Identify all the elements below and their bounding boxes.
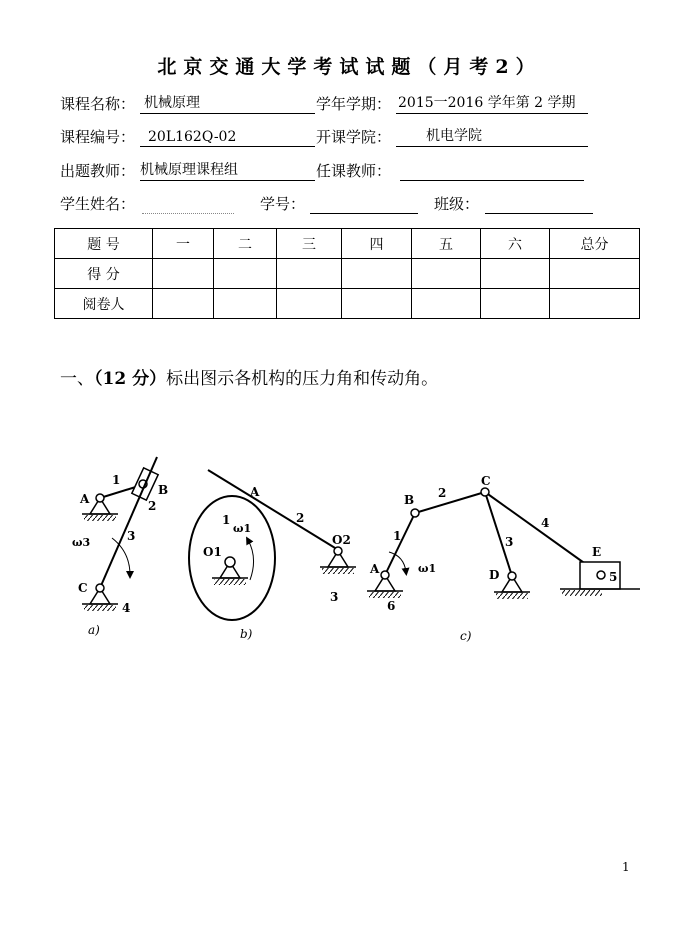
grader-cell[interactable]	[342, 289, 412, 319]
grader-cell[interactable]	[412, 289, 481, 319]
label-c-6: 6	[387, 599, 396, 613]
label-c-1: 1	[393, 529, 402, 543]
label-a-2: 2	[148, 499, 157, 513]
header-cell-2: 二	[214, 229, 277, 259]
label-c-omega1: ω1	[418, 562, 437, 575]
label-c-3: 3	[505, 535, 514, 549]
label-c-A: A	[370, 562, 380, 576]
term-value: 2015一2016 学年第 2 学期	[398, 95, 576, 111]
caption-c: c)	[460, 629, 472, 643]
label-a-omega3: ω3	[72, 536, 91, 549]
header-cell-1: 一	[153, 229, 214, 259]
course-code-field[interactable]	[140, 126, 315, 147]
mechanism-figures	[0, 440, 699, 660]
row-label-grader: 阅卷人	[55, 289, 153, 319]
course-code-label: 课程编号：	[60, 128, 136, 146]
label-c-5: 5	[609, 570, 618, 584]
label-a-A: A	[80, 492, 90, 506]
score-cell[interactable]	[342, 259, 412, 289]
label-b-O2: O2	[332, 533, 351, 547]
course-code-value: 20L162Q-02	[148, 129, 237, 145]
college-field[interactable]	[396, 126, 588, 147]
label-b-1: 1	[222, 513, 231, 527]
class-field[interactable]	[485, 193, 593, 214]
caption-a: a)	[88, 623, 100, 637]
header-cell-6: 六	[481, 229, 550, 259]
score-row	[55, 259, 640, 289]
header-cell-5: 五	[412, 229, 481, 259]
teacher-label: 任课教师：	[316, 162, 392, 180]
label-c-B: B	[404, 493, 415, 507]
question-1-prefix: 一、	[60, 369, 94, 389]
label-c-2: 2	[438, 486, 447, 500]
grader-cell[interactable]	[550, 289, 640, 319]
score-table	[54, 228, 640, 319]
student-label: 学生姓名：	[60, 195, 136, 213]
row-label-score: 得 分	[55, 259, 153, 289]
label-a-1: 1	[112, 473, 121, 487]
score-cell[interactable]	[481, 259, 550, 289]
label-c-4: 4	[541, 516, 550, 530]
exam-title: 北京交通大学考试试题（月考2）	[157, 56, 542, 78]
score-header-row	[55, 229, 640, 259]
setter-value: 机械原理课程组	[140, 162, 238, 178]
label-c-D: D	[489, 568, 500, 582]
id-label: 学号：	[260, 195, 306, 213]
course-name-field[interactable]	[140, 93, 315, 114]
course-name-label: 课程名称：	[60, 95, 136, 113]
header-cell-4: 四	[342, 229, 412, 259]
page-number: 1	[622, 860, 630, 874]
caption-b: b)	[240, 627, 253, 641]
label-b-omega1: ω1	[233, 522, 252, 535]
header-cell-question: 题 号	[55, 229, 153, 259]
college-label: 开课学院：	[316, 128, 392, 146]
grader-cell[interactable]	[481, 289, 550, 319]
college-value: 机电学院	[426, 128, 482, 144]
setter-label: 出题教师：	[60, 162, 136, 180]
label-a-3: 3	[127, 529, 136, 543]
question-1	[60, 364, 438, 389]
header-cell-3: 三	[277, 229, 342, 259]
term-field[interactable]	[396, 93, 588, 114]
question-1-text: 标出图示各机构的压力角和传动角。	[166, 369, 439, 389]
label-a-C: C	[78, 581, 88, 595]
teacher-field[interactable]	[400, 160, 584, 181]
id-field[interactable]	[310, 193, 418, 214]
label-a-B: B	[158, 483, 169, 497]
score-cell[interactable]	[153, 259, 214, 289]
grader-cell[interactable]	[277, 289, 342, 319]
label-b-2: 2	[296, 511, 305, 525]
label-b-O1: O1	[203, 545, 222, 559]
score-cell[interactable]	[214, 259, 277, 289]
score-cell[interactable]	[277, 259, 342, 289]
grader-cell[interactable]	[214, 289, 277, 319]
question-1-points: （12 分）	[94, 369, 167, 389]
score-cell[interactable]	[412, 259, 481, 289]
label-b-A: A	[250, 485, 260, 499]
course-name-value: 机械原理	[144, 95, 200, 111]
label-c-E: E	[592, 545, 602, 559]
header-cell-total: 总分	[550, 229, 640, 259]
label-a-4: 4	[122, 601, 131, 615]
grader-row	[55, 289, 640, 319]
label-c-C: C	[481, 474, 491, 488]
class-label: 班级：	[434, 195, 480, 213]
term-label: 学年学期：	[316, 95, 392, 113]
student-field[interactable]	[142, 193, 234, 214]
label-b-3: 3	[330, 590, 339, 604]
score-cell[interactable]	[550, 259, 640, 289]
setter-field[interactable]	[140, 160, 315, 181]
grader-cell[interactable]	[153, 289, 214, 319]
